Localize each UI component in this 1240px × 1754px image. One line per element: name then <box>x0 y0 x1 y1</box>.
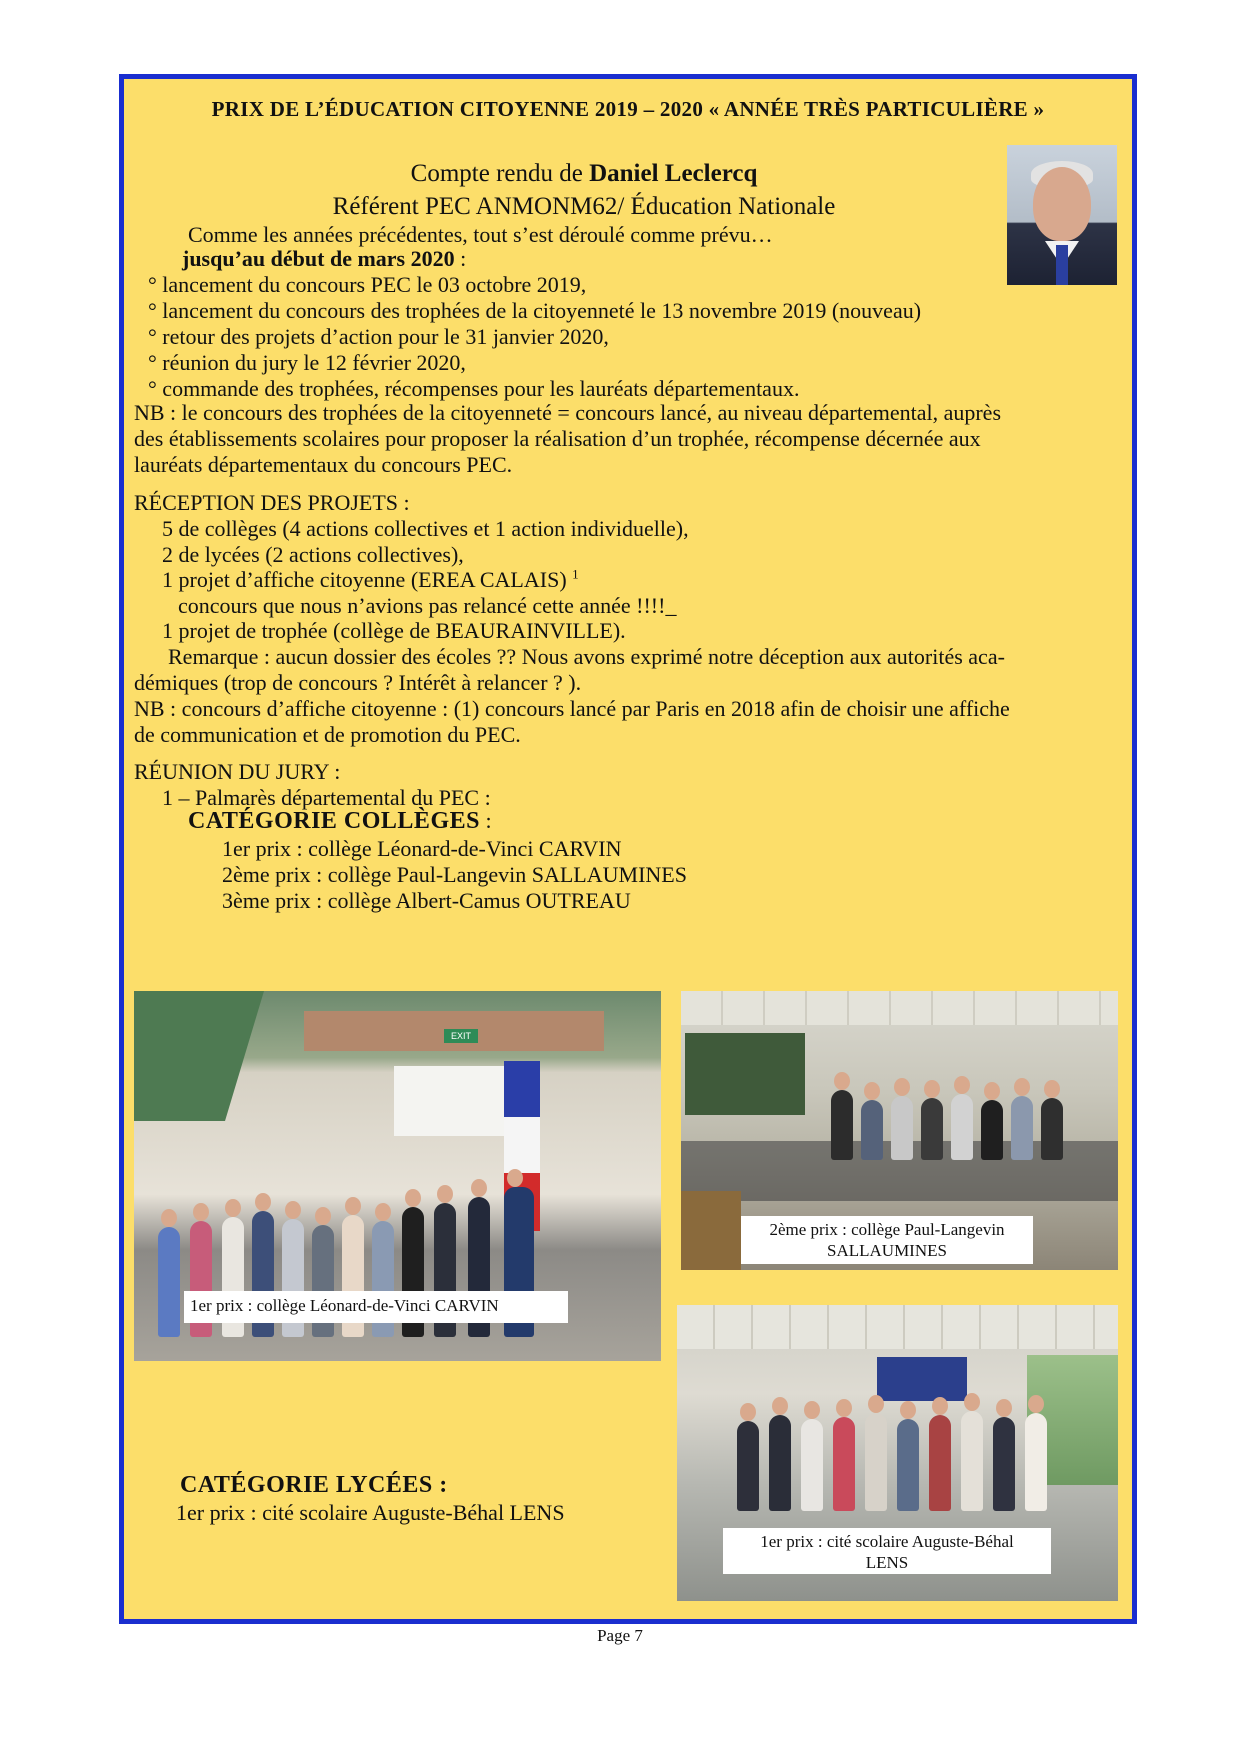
page-title: PRIX DE L’ÉDUCATION CITOYENNE 2019 – 2020 « ANNÉE TRÈS PARTICULIÈRE » <box>211 97 1045 121</box>
footnote-mark: 1 <box>572 566 579 582</box>
intro-item: ° commande des trophées, récompenses pour les lauréats départementaux. <box>148 376 800 401</box>
author-portrait <box>1007 145 1117 285</box>
photo-lens <box>677 1305 1118 1601</box>
college-prize: 3ème prix : collège Albert-Camus OUTREAU <box>222 888 631 913</box>
jury-heading: RÉUNION DU JURY : <box>134 759 341 784</box>
photo-caption: 1er prix : cité scolaire Auguste-Béhal LENS <box>723 1528 1051 1574</box>
photo-caption: 2ème prix : collège Paul-Langevin SALLAUMINES <box>741 1216 1033 1264</box>
report-heading <box>244 157 924 223</box>
exit-sign: EXIT <box>444 1029 478 1043</box>
projection-screen <box>685 1033 805 1115</box>
author-name: Daniel Leclercq <box>589 160 758 187</box>
nb-affiche: NB : concours d’affiche citoyenne : (1) concours lancé par Paris en 2018 afin de choisir une affiche de communication et de promotion du PEC. <box>134 696 1010 747</box>
page-number: Page 7 <box>597 1626 643 1645</box>
intro-item: ° lancement du concours des trophées de la citoyenneté le 13 novembre 2019 (nouveau) <box>148 298 922 323</box>
reception-heading: RÉCEPTION DES PROJETS : <box>134 490 410 515</box>
college-prize: 1er prix : collège Léonard-de-Vinci CARVIN <box>222 836 622 861</box>
reception-item: 5 de collèges (4 actions collectives et 1 action individuelle), <box>162 516 689 541</box>
palmares-line: 1 – Palmarès départemental du PEC : <box>162 785 491 810</box>
college-prize: 2ème prix : collège Paul-Langevin SALLAUMINES <box>222 862 687 887</box>
page-frame <box>119 74 1137 1624</box>
remark-paragraph: Remarque : aucun dossier des écoles ?? Nous avons exprimé notre déception aux autorités aca- démiques (trop de concours ? Intérêt à relancer ? ). <box>134 644 1005 695</box>
intro-item: ° réunion du jury le 12 février 2020, <box>148 350 466 375</box>
photo-carvin <box>134 991 661 1361</box>
reception-item: 1 projet de trophée (collège de BEAURAINVILLE). <box>162 618 626 643</box>
nb-trophees: NB : le concours des trophées de la citoyenneté = concours lancé, au niveau départemental, auprès des établissements scolaires pour proposer la réalisation d’un trophée, récompense décernée aux lauréats départementaux du concours PEC. <box>134 400 1002 477</box>
intro-item: ° lancement du concours PEC le 03 octobre 2019, <box>148 272 587 297</box>
college-category: CATÉGORIE COLLÈGES : <box>188 808 492 834</box>
intro-date-line: jusqu’au début de mars 2020 : <box>182 246 467 271</box>
lycee-category: CATÉGORIE LYCÉES : <box>180 1472 448 1498</box>
reception-item: 1 projet d’affiche citoyenne (EREA CALAIS) $^1$ <box>162 566 579 592</box>
photo-sallaumines <box>681 991 1118 1270</box>
intro-item: ° retour des projets d’action pour le 31 janvier 2020, <box>148 324 609 349</box>
reception-item: concours que nous n’avions pas relancé cette année !!!!_ <box>178 593 677 618</box>
author-role: Référent PEC ANMONM62/ Éducation Nationale <box>332 193 836 220</box>
report-prefix: Compte rendu de <box>410 160 590 187</box>
reception-item: 2 de lycées (2 actions collectives), <box>162 542 464 567</box>
intro-line: Comme les années précédentes, tout s’est déroulé comme prévu… <box>188 222 773 247</box>
photo-caption: 1er prix : collège Léonard-de-Vinci CARVIN <box>184 1291 568 1323</box>
lycee-prize: 1er prix : cité scolaire Auguste-Béhal LENS <box>176 1500 565 1525</box>
